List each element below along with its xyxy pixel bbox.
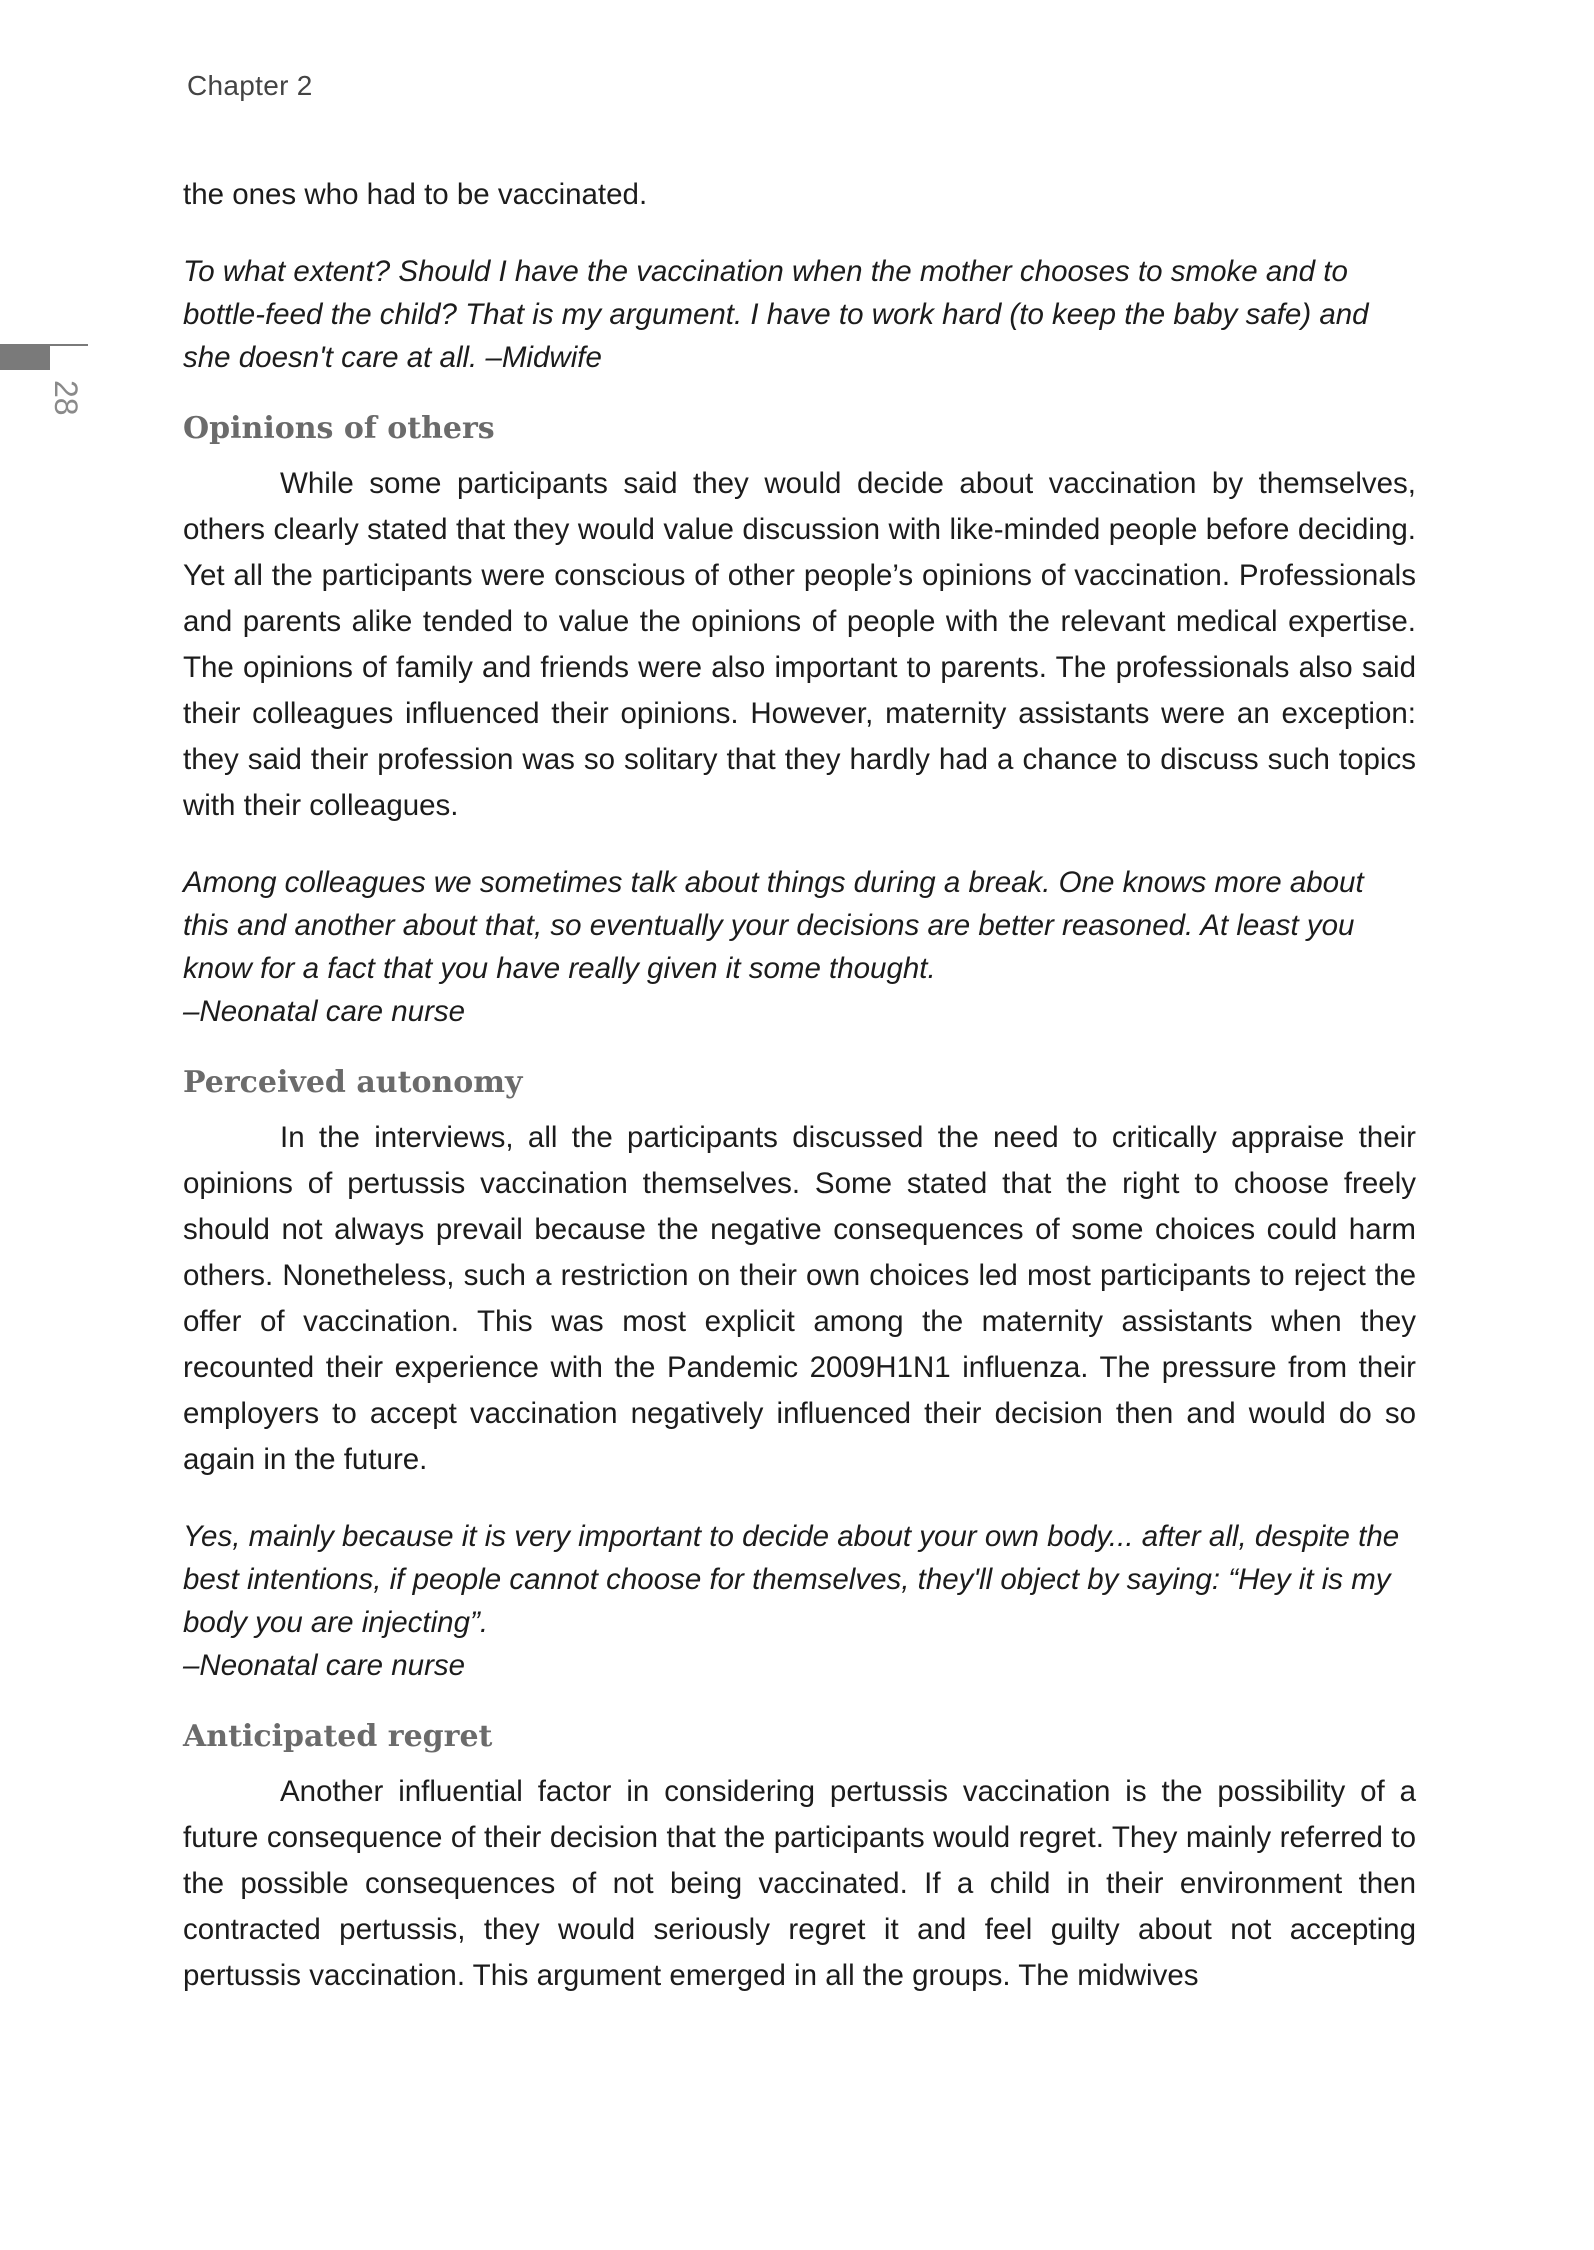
- page-tab-rule: [48, 344, 88, 346]
- quote-neonatal-nurse-2: [183, 1515, 1416, 1687]
- intro-line: the ones who had to be vaccinated.: [183, 178, 648, 211]
- quote-attribution: –Neonatal care nurse: [183, 1649, 466, 1682]
- page-tab-marker: [0, 344, 48, 370]
- page-number: 28: [48, 380, 84, 416]
- quote-attribution: –Neonatal care nurse: [183, 995, 466, 1028]
- page-tab-rule-vertical: [48, 344, 50, 370]
- page-body: [183, 172, 1416, 1999]
- heading-perceived-autonomy: Perceived autonomy: [183, 1065, 523, 1100]
- quote-neonatal-nurse-1: [183, 861, 1416, 1033]
- heading-opinions-of-others: Opinions of others: [183, 411, 495, 446]
- paragraph-anticipated-regret: Another influential factor in considering pertussis vaccination is the possibility of a future consequence of their decision that the participants would regret. They mainly referred to the possible consequences of not being vaccinated. If a child in their environment then contracted pertussis, they would seriously regret it and feel guilty about not accepting pertussis vaccination. This argument emerged in all the groups. The midwives: [183, 1775, 1416, 1992]
- paragraph-opinions-of-others: While some participants said they would decide about vaccination by themselves, others clearly stated that they would value discussion with like-minded people before deciding. Yet all the participants were conscious of other people’s opinions of vaccination. Professionals and parents alike tended to value the opinions of people with the relevant medical expertise. The opinions of family and friends were also important to parents. The professionals also said their colleagues influenced their opinions. However, maternity assistants were an exception: they said their profession was so solitary that they hardly had a chance to discuss such topics with their colleagues.: [183, 467, 1416, 822]
- quote-text: Among colleagues we sometimes talk about things during a break. One knows more about this and another about that, so eventually your decisions are better reasoned. At least you know for a fact that you have really given it some thought.: [183, 866, 1364, 985]
- heading-anticipated-regret: Anticipated regret: [183, 1719, 493, 1754]
- paragraph-perceived-autonomy: In the interviews, all the participants discussed the need to critically appraise their opinions of pertussis vaccination themselves. Some stated that the right to choose freely should not always prevail because the negative consequences of some choices could harm others. Nonetheless, such a restriction on their own choices led most participants to reject the offer of vaccination. This was most explicit among the maternity assistants when they recounted their experience with the Pandemic 2009H1N1 influenza. The pressure from their employers to accept vaccination negatively influenced their decision then and would do so again in the future.: [183, 1121, 1416, 1476]
- running-header: Chapter 2: [187, 70, 313, 101]
- quote-text: Yes, mainly because it is very important to decide about your own body... after all, despite the best intentions, if people cannot choose for themselves, they'll object by saying: “Hey it is my body you are injecting”.: [183, 1520, 1400, 1639]
- quote-midwife: To what extent? Should I have the vaccination when the mother chooses to smoke and to bottle-feed the child? That is my argument. I have to work hard (to keep the baby safe) and she doesn't care at all. –Midwife: [183, 255, 1369, 374]
